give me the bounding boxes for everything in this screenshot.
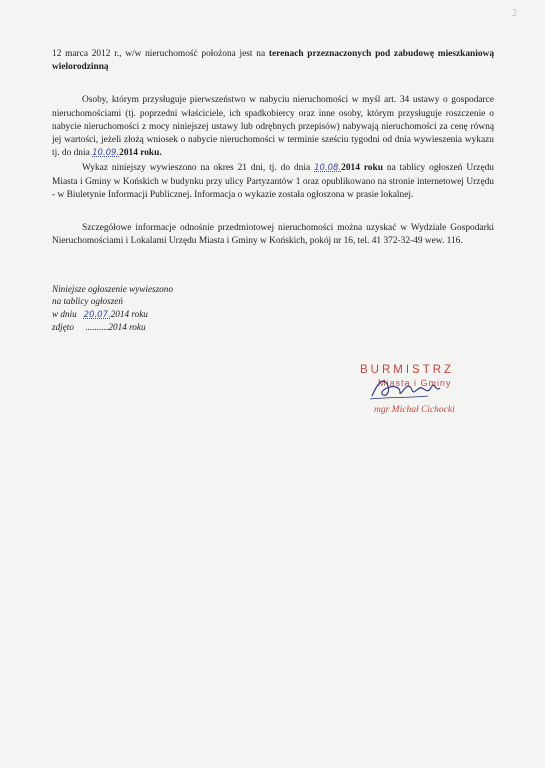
notice-line: Niniejsze ogłoszenie wywieszono	[52, 284, 173, 294]
handwritten-date: 20.07.	[83, 309, 111, 320]
notice-removed-line: zdjęto ..........2014 roku	[52, 322, 146, 333]
posting-paragraph: Wykaz niniejszy wywieszono na okres 21 dni, tj. do dnia 10.08.2014 roku na tablicy ogłoszeń Urzędu Miasta i Gminy w Końskich w budynku przy ulicy Partyzantów 1 oraz opublikowano na stronie internetowej Urzędu - w Biuletynie Informacji Publicznej. Informacja o wykazie została ogłoszona w prasie lokalnej.	[52, 163, 494, 200]
priority-paragraph: Osoby, którym przysługuje pierwszeństwo w nabyciu nieruchomości w myśl art. 34 ustawy o gospodarce nieruchomościami (tj. poprzedni właściciele, ich spadkobiercy oraz inne osoby, którym przysługuje roszczenie o nabycie nieruchomości z mocy niniejszej ustawy lub odrębnych przepisów) nabywają nieruchomości za cenę równą jej wartości, jeżeli złożą wniosek o nabycie nieruchomości w terminie sześciu tygodni od dnia wywieszenia wykazu tj. do dnia 10.09.2014 roku.	[52, 95, 494, 159]
handwritten-date: 10.09.	[92, 148, 120, 159]
signature-icon	[368, 372, 448, 404]
posting-notice	[52, 283, 173, 334]
zoning-designation: terenach przeznaczonych pod zabudowę mieszkaniową wielorodzinną	[52, 49, 495, 73]
stamp-subtitle: Miasta i Gminy	[378, 378, 452, 388]
page-number: 2	[512, 8, 517, 19]
contact-paragraph: Szczegółowe informacje odnośnie przedmiotowej nieruchomości można uzyskać w Wydziale Gospodarki Nieruchomościami i Lokalami Urzędu Miasta i Gminy w Końskich, pokój nr 16, tel. 41 372-32-49 wew. 116.	[52, 223, 494, 247]
mayor-stamp	[330, 364, 510, 434]
stamp-name: mgr Michał Cichocki	[374, 405, 455, 415]
zoning-paragraph: 12 marca 2012 r., w/w nieruchomość położona jest na terenach przeznaczonych pod zabudowę mieszkaniową wielorodzinną	[52, 49, 495, 73]
notice-posted-line: w dniu 20.07.2014 roku	[52, 308, 148, 320]
document-body	[52, 48, 494, 248]
handwritten-date: 10.08.	[314, 163, 342, 174]
notice-line: na tablicy ogłoszeń	[52, 296, 123, 307]
stamp-title: BURMISTRZ	[360, 364, 455, 376]
